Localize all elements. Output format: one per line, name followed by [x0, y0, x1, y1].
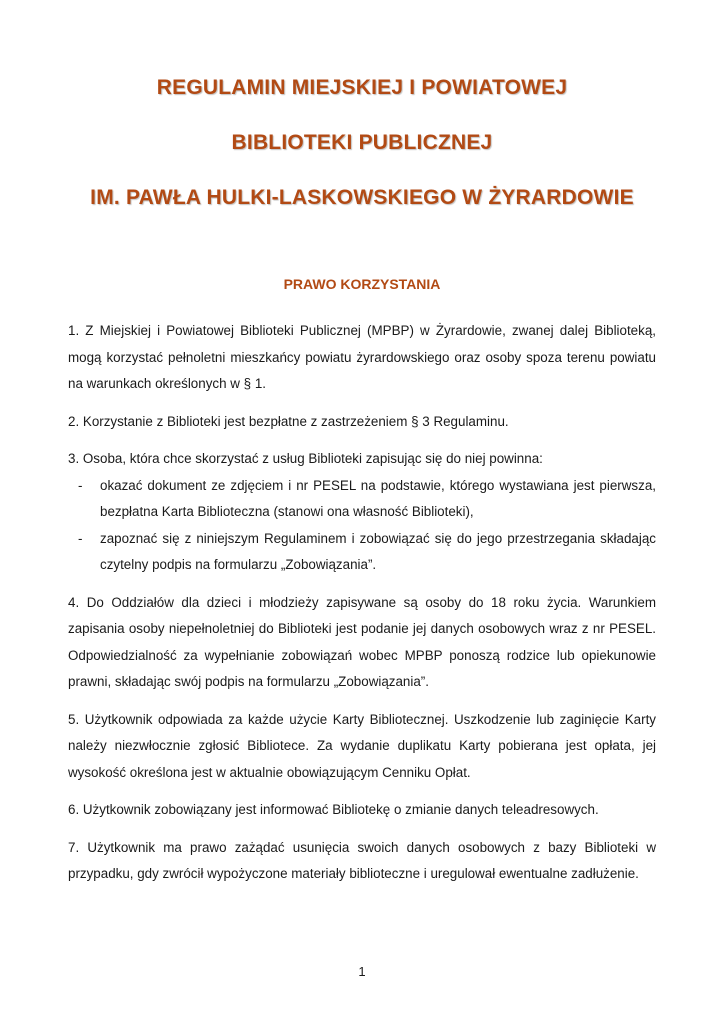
document-body — [68, 318, 656, 899]
paragraph-7: 7. Użytkownik ma prawo zażądać usunięcia swoich danych osobowych z bazy Biblioteki w przypadku, gdy zwrócił wypożyczone materiały biblioteczne i uregulował ewentualne zadłużenie. — [68, 839, 656, 881]
page-number: 1 — [358, 964, 366, 979]
list-item — [68, 526, 656, 579]
document-title — [40, 70, 684, 235]
title-line-3: IM. PAWŁA HULKI-LASKOWSKIEGO W ŻYRARDOWIE — [90, 186, 634, 209]
paragraph-1: 1. Z Miejskiej i Powiatowej Biblioteki Publicznej (MPBP) w Żyrardowie, zwanej dalej Biblioteką, mogą korzystać pełnoletni mieszkańcy powiatu żyrardowskiego oraz osoby spoza terenu powiatu na warunkach określonych w § 1. — [68, 323, 656, 391]
section-heading: PRAWO KORZYSTANIA — [283, 276, 441, 292]
paragraph-5: 5. Użytkownik odpowiada za każde użycie Karty Bibliotecznej. Uszkodzenie lub zaginięcie Karty należy niezwłocznie zgłosić Bibliotece. Za wydanie duplikatu Karty pobierana jest opłata, jej wysokość określona jest w aktualnie obowiązującym Cenniku Opłat. — [68, 711, 656, 780]
list-item-text: okazać dokument ze zdjęciem i nr PESEL na podstawie, którego wystawiana jest pierwsza, bezpłatna Karta Biblioteczna (stanowi ona własność Biblioteki), — [100, 477, 656, 519]
bullet-dash: - — [78, 477, 83, 493]
bullet-dash: - — [78, 530, 83, 546]
paragraph-6: 6. Użytkownik zobowiązany jest informować Bibliotekę o zmianie danych teleadresowych. — [68, 802, 599, 817]
list-item-text: zapoznać się z niniejszym Regulaminem i zobowiązać się do jego przestrzegania składając czytelny podpis na formularzu „Zobowiązania”. — [100, 530, 656, 572]
list-item — [68, 473, 656, 526]
paragraph-2: 2. Korzystanie z Biblioteki jest bezpłatne z zastrzeżeniem § 3 Regulaminu. — [68, 413, 509, 429]
title-line-1: REGULAMIN MIEJSKIEJ I POWIATOWEJ — [156, 76, 568, 99]
title-line-2: BIBLIOTEKI PUBLICZNEJ — [231, 131, 493, 154]
paragraph-3: 3. Osoba, która chce skorzystać z usług Biblioteki zapisując się do niej powinna: — [68, 451, 543, 466]
paragraph-4: 4. Do Oddziałów dla dzieci i młodzieży zapisywane są osoby do 18 roku życia. Warunkiem zapisania osoby niepełnoletniej do Biblioteki jest podanie jej danych osobowych wraz z nr PESEL. Odpowiedzialność za wypełnianie zobowiązań wobec MPBP ponoszą rodzice lub opiekunowie prawni, składając swój podpis na formularzu „Zobowiązania”. — [68, 594, 656, 689]
paragraph-3-list — [68, 473, 656, 579]
